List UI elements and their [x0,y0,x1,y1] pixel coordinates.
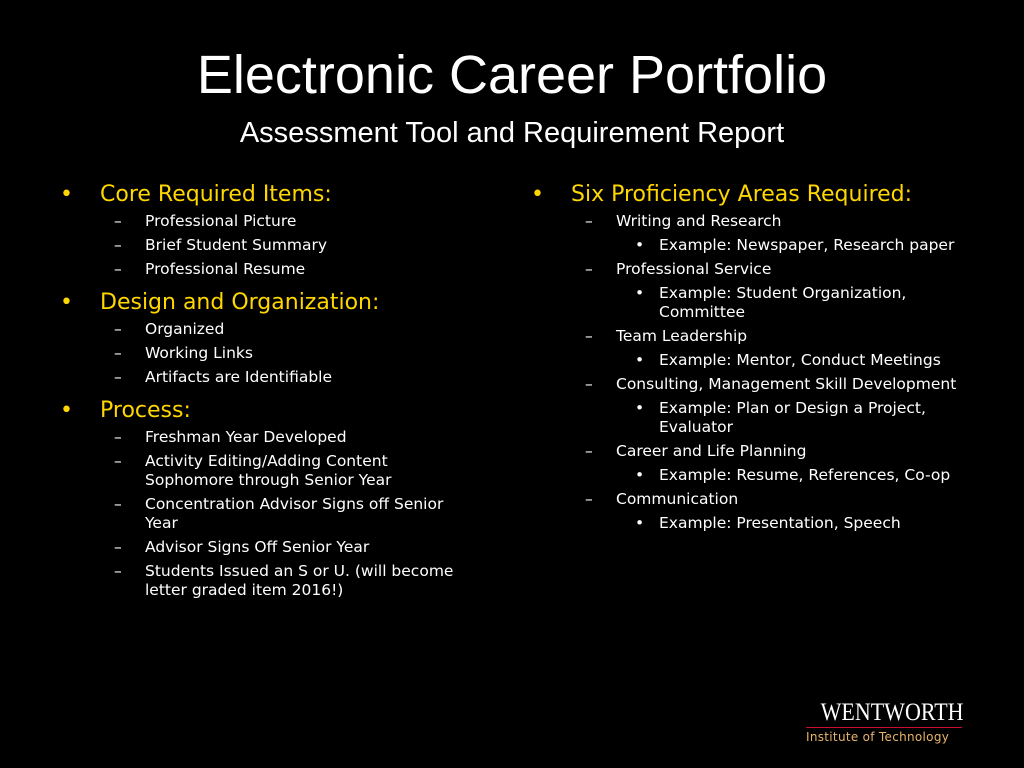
list-item [56,495,476,533]
list-item [56,344,476,363]
proficiency-area [527,212,977,231]
dash-icon: – [585,375,593,393]
list-item [56,452,476,490]
dash-icon: – [114,320,122,338]
dash-icon: – [114,538,122,556]
section-heading-process [56,396,476,426]
bullet-icon: • [635,351,645,369]
proficiency-area-label: Writing and Research [616,212,782,230]
proficiency-example-label: Example: Mentor, Conduct Meetings [659,351,941,369]
bullet-icon: • [635,236,645,254]
dash-icon: – [114,344,122,362]
list-item-label: Organized [145,320,225,338]
proficiency-area-label: Communication [616,490,739,508]
section-heading-label: Core Required Items: [100,182,332,207]
section-heading-design [56,288,476,318]
list-item [56,428,476,447]
bullet-icon: • [60,182,73,207]
proficiency-example [527,351,977,370]
list-item-label: Freshman Year Developed [145,428,347,446]
dash-icon: – [585,442,593,460]
dash-icon: – [114,368,122,386]
section-heading-proficiency [527,180,977,210]
proficiency-example [527,399,977,437]
logo-subtitle: Institute of Technology [806,730,950,744]
dash-icon: – [585,212,593,230]
proficiency-example [527,236,977,255]
logo-wordmark: WENTWORTH [820,699,964,726]
dash-icon: – [114,452,122,470]
bullet-icon: • [60,290,73,315]
section-heading-label: Design and Organization: [100,290,380,315]
bullet-icon: • [635,514,645,532]
dash-icon: – [585,327,593,345]
dash-icon: – [114,428,122,446]
bullet-icon: • [635,399,645,417]
proficiency-area [527,442,977,461]
list-item-label: Artifacts are Identifiable [145,368,333,386]
list-item-label: Advisor Signs Off Senior Year [145,538,370,556]
section-heading-label: Process: [100,398,191,423]
proficiency-area [527,490,977,509]
proficiency-example [527,284,977,322]
proficiency-area-label: Professional Service [616,260,772,278]
section-heading-core [56,180,476,210]
list-item-label: Students Issued an S or U. (will become letter graded item 2016!) [145,562,454,599]
slide-subtitle: Assessment Tool and Requirement Report [239,117,785,149]
proficiency-area-label: Consulting, Management Skill Development [616,375,957,393]
bullet-icon: • [635,284,645,302]
proficiency-example-label: Example: Plan or Design a Project, Evaluator [659,399,926,436]
proficiency-example-label: Example: Student Organization, Committee [659,284,907,321]
proficiency-example [527,466,977,485]
list-item [56,562,476,600]
list-item [56,236,476,255]
dash-icon: – [585,490,593,508]
bullet-icon: • [531,182,544,207]
proficiency-area [527,375,977,394]
proficiency-area-label: Team Leadership [616,327,748,345]
proficiency-example-label: Example: Presentation, Speech [659,514,901,532]
right-column [527,180,977,538]
list-item-label: Brief Student Summary [145,236,328,254]
wentworth-logo [806,700,964,745]
list-item [56,320,476,339]
proficiency-example-label: Example: Resume, References, Co-op [659,466,951,484]
dash-icon: – [114,562,122,580]
list-item-label: Concentration Advisor Signs off Senior Year [145,495,444,532]
list-item [56,212,476,231]
proficiency-area [527,260,977,279]
list-item-label: Working Links [145,344,253,362]
dash-icon: – [114,236,122,254]
slide-title: Electronic Career Portfolio [196,45,828,105]
list-item [56,368,476,387]
dash-icon: – [585,260,593,278]
list-item-label: Professional Resume [145,260,306,278]
proficiency-area-label: Career and Life Planning [616,442,807,460]
logo-divider [806,727,962,728]
left-column [56,180,476,605]
proficiency-area [527,327,977,346]
proficiency-example-label: Example: Newspaper, Research paper [659,236,955,254]
bullet-icon: • [60,398,73,423]
section-heading-label: Six Proficiency Areas Required: [571,182,913,207]
list-item [56,260,476,279]
proficiency-example [527,514,977,533]
dash-icon: – [114,260,122,278]
dash-icon: – [114,495,122,513]
bullet-icon: • [635,466,645,484]
list-item-label: Activity Editing/Adding Content Sophomore through Senior Year [145,452,392,489]
list-item [56,538,476,557]
list-item-label: Professional Picture [145,212,297,230]
dash-icon: – [114,212,122,230]
